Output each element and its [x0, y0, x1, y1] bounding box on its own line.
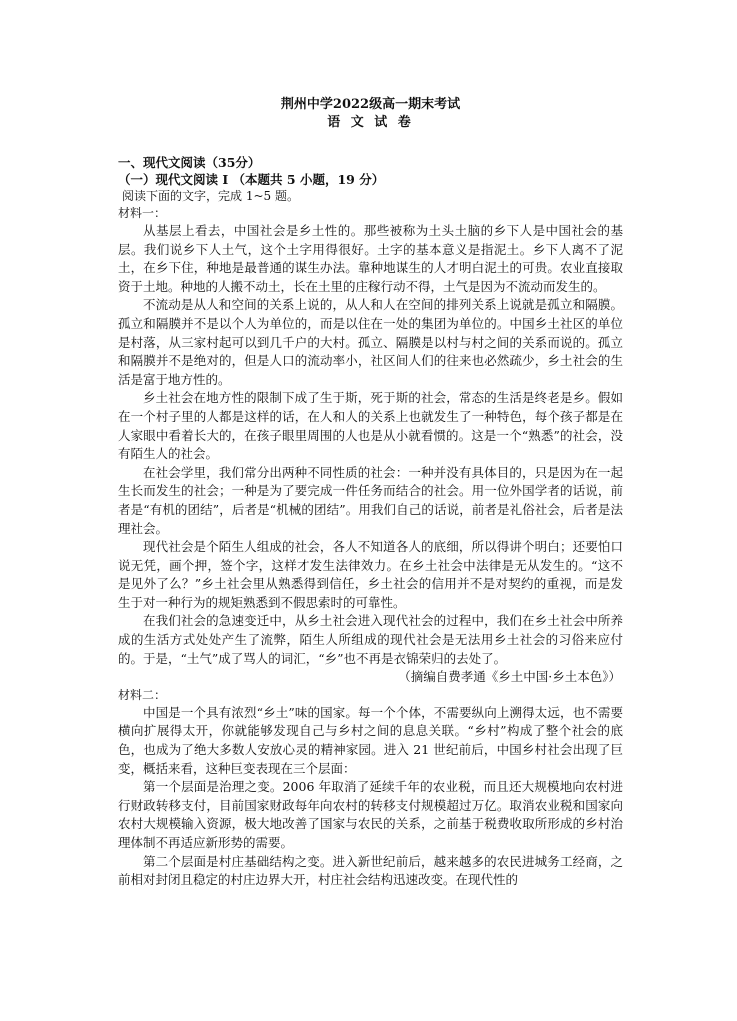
section-heading: 一、现代文阅读（35分）	[118, 155, 261, 170]
paragraph: 从基层上看去，中国社会是乡土性的。那些被称为土头土脑的乡下人是中国社会的基层。我们说乡下人土气，这个土字用得很好。土字的基本意义是指泥土。乡下人离不了泥土，在乡下住，种地是最普通的谋生办法。靠种地谋生的人才明白泥土的可贵。农业直接取资于土地。种地的人搬不动土，长在土里的庄稼行动不得，土气是因为不流动而发生的。	[118, 223, 623, 294]
paragraph: 第二个层面是村庄基础结构之变。进入新世纪前后，越来越多的农民进城务工经商，之前相对封闭且稳定的村庄边界大开，村庄社会结构迅速改变。在现代性的	[118, 853, 623, 888]
exam-title: 荆州中学2022级高一期末考试	[280, 97, 461, 112]
source-citation: （摘编自费孝通《乡土中国·乡土本色》）	[398, 669, 621, 685]
paragraph: 乡土社会在地方性的限制下成了生于斯，死于斯的社会，常态的生活是终老是乡。假如在一个村子里的人都是这样的话，在人和人的关系上也就发生了一种特色，每个孩子都是在人家眼中看着长大的，在孩子眼里周围的人也是从小就看惯的。这是一个“熟悉”的社会，没有陌生人的社会。	[118, 390, 623, 462]
paragraph: 在社会学里，我们常分出两种不同性质的社会：一种并没有具体目的，只是因为在一起生长而发生的社会；一种是为了要完成一件任务而结合的社会。用一位外国学者的话说，前者是“有机的团结”，后者是“机械的团结”。用我们自己的话说，前者是礼俗社会，后者是法理社会。	[118, 464, 623, 536]
material-one-label: 材料一：	[118, 206, 167, 220]
exam-page	[118, 96, 623, 890]
paragraph: 第一个层面是治理之变。2006 年取消了延续千年的农业税，而且还大规模地向农村进行财政转移支付，目前国家财政每年向农村的转移支付规模超过万亿。取消农业税和国家向农村大规模输入资源，极大地改善了国家与农民的关系，之前基于税费收取所形成的乡村治理体制不再适应新形势的需要。	[118, 779, 623, 850]
subsection-heading: （一）现代文阅读 I （本题共 5 小题，19 分）	[118, 172, 385, 187]
paragraph: 不流动是从人和空间的关系上说的，从人和人在空间的排列关系上说就是孤立和隔膜。孤立和隔膜并不是以个人为单位的，而是以住在一处的集团为单位的。中国乡土社区的单位是村落，从三家村起可以到几千户的大村。孤立、隔膜是以村与村之间的关系而说的。孤立和隔膜并不是绝对的，但是人口的流动率小，社区间人们的往来也必然疏少，乡土社会的生活是富于地方性的。	[118, 297, 623, 387]
exam-subtitle: 语 文 试 卷	[327, 115, 414, 130]
material-two-label: 材料二：	[118, 687, 167, 702]
paragraph: 现代社会是个陌生人组成的社会，各人不知道各人的底细，所以得讲个明白；还要怕口说无凭，画个押，签个字，这样才发生法律效力。在乡土社会中法律是无从发生的。“这不是见外了么？”乡土社会里从熟悉得到信任，乡土社会的信用并不是对契约的重视，而是发生于对一种行为的规矩熟悉到不假思索时的可靠性。	[118, 539, 623, 610]
paragraph: 中国是一个具有浓烈“乡土”味的国家。每一个个体，不需要纵向上溯得太远，也不需要横向扩展得太开，你就能够发现自己与乡村之间的息息关联。“乡村”构成了整个社会的底色，也成为了绝大多数人安放心灵的精神家园。进入 21 世纪前后，中国乡村社会出现了巨变，概括来看，这种巨变表现在三个层面：	[118, 704, 623, 776]
instruction-text: 阅读下面的文字，完成 1~5 题。	[122, 189, 299, 203]
paragraph: 在我们社会的急速变迁中，从乡土社会进入现代社会的过程中，我们在乡土社会中所养成的生活方式处处产生了流弊，陌生人所组成的现代社会是无法用乡土社会的习俗来应付的。于是，“土气”成了骂人的词汇，“乡”也不再是衣锦荣归的去处了。	[118, 613, 623, 666]
